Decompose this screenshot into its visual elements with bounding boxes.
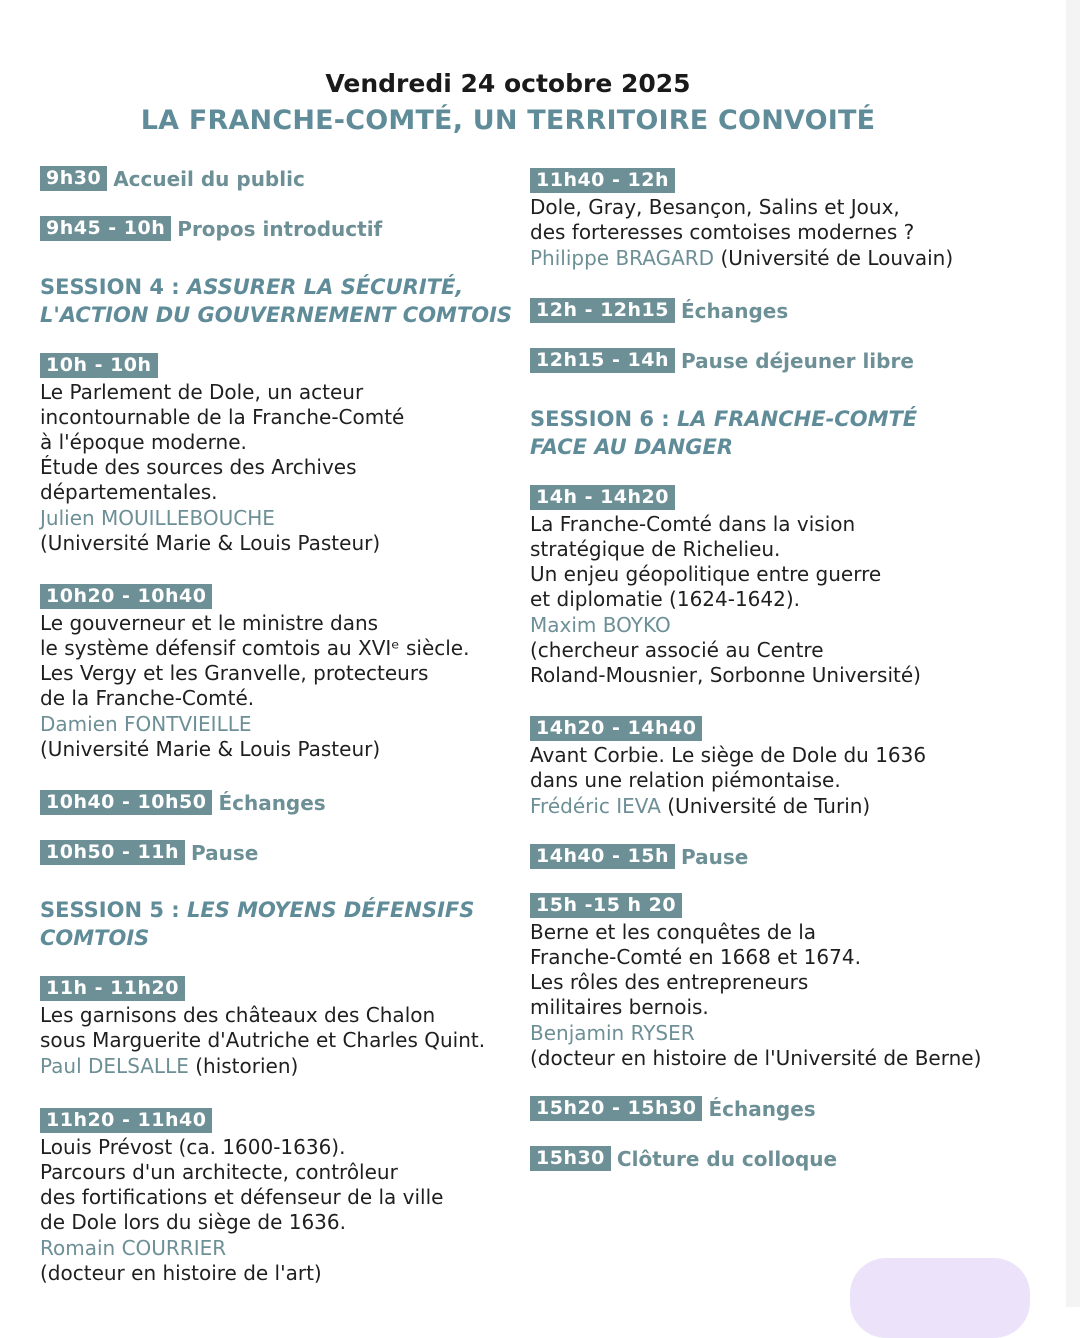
agenda-talk-1 bbox=[40, 353, 404, 556]
time-badge: 15h20 - 15h30 bbox=[530, 1096, 702, 1121]
speaker-name: Frédéric IEVA (Université de Turin) bbox=[530, 794, 871, 818]
item-label: Échanges bbox=[708, 1096, 816, 1121]
agenda-talk-5 bbox=[530, 168, 953, 271]
time-badge: 10h - 10h bbox=[40, 353, 158, 378]
day-title: Vendredi 24 octobre 2025 bbox=[325, 69, 691, 98]
session-4-heading: SESSION 4 : ASSURER LA SÉCURITÉ, L'ACTION DU GOUVERNEMENT COMTOIS bbox=[40, 275, 513, 327]
talk-title: La Franche-Comté dans la vision stratégique de Richelieu. Un enjeu géopolitique entre guerre et diplomatie (1624-1642). bbox=[530, 512, 882, 611]
time-badge: 11h - 11h20 bbox=[40, 976, 185, 1001]
item-label: Pause bbox=[681, 844, 749, 869]
agenda-item-exchange-2 bbox=[530, 1096, 816, 1121]
talk-title: Le Parlement de Dole, un acteur incontournable de la Franche-Comté à l'époque moderne. Étude des sources des Archives départementales. bbox=[40, 380, 405, 504]
agenda-talk-2 bbox=[40, 584, 469, 762]
speaker-name: Julien MOUILLEBOUCHE bbox=[40, 506, 275, 530]
time-badge: 15h -15 h 20 bbox=[530, 893, 682, 918]
time-badge: 11h40 - 12h bbox=[530, 168, 675, 193]
talk-title: Louis Prévost (ca. 1600-1636). Parcours d'un architecte, contrôleur des fortifications et défenseur de la ville de Dole lors du siège de 1636. bbox=[40, 1135, 444, 1234]
speaker-affiliation: (docteur en histoire de l'art) bbox=[40, 1261, 322, 1285]
agenda-item-pause-2 bbox=[530, 844, 748, 869]
time-badge: 10h40 - 10h50 bbox=[40, 790, 212, 815]
agenda-item-exchange bbox=[40, 790, 326, 815]
speaker-affiliation: (Université Marie & Louis Pasteur) bbox=[40, 737, 381, 761]
talk-title: Les garnisons des châteaux des Chalon sous Marguerite d'Autriche et Charles Quint. bbox=[40, 1003, 486, 1052]
agenda-talk-3 bbox=[40, 976, 485, 1079]
item-label: Pause déjeuner libre bbox=[681, 348, 914, 373]
item-label: Échanges bbox=[681, 298, 789, 323]
speaker-name: Damien FONTVIEILLE bbox=[40, 712, 252, 736]
agenda-talk-6 bbox=[530, 485, 921, 688]
talk-title: Avant Corbie. Le siège de Dole du 1636 dans une relation piémontaise. bbox=[530, 743, 927, 792]
talk-title: Le gouverneur et le ministre dans le système défensif comtois au XVIᵉ siècle. Les Vergy et les Granvelle, protecteurs de la Franche-Comté. bbox=[40, 611, 470, 710]
time-badge: 14h40 - 15h bbox=[530, 844, 675, 869]
item-label: Pause bbox=[191, 840, 259, 865]
time-badge: 9h45 - 10h bbox=[40, 216, 171, 241]
agenda-talk-8 bbox=[530, 893, 981, 1071]
session-6-heading: SESSION 6 : LA FRANCHE-COMTÉ FACE AU DANGER bbox=[530, 407, 918, 459]
speaker-name: Paul DELSALLE (historien) bbox=[40, 1054, 299, 1078]
item-label: Échanges bbox=[218, 790, 326, 815]
speaker-name: Benjamin RYSER bbox=[530, 1021, 695, 1045]
time-badge: 12h15 - 14h bbox=[530, 348, 675, 373]
floating-action-button[interactable] bbox=[850, 1258, 1030, 1338]
time-badge: 10h50 - 11h bbox=[40, 840, 185, 865]
time-badge: 10h20 - 10h40 bbox=[40, 584, 212, 609]
agenda-talk-4 bbox=[40, 1108, 443, 1286]
item-label: Clôture du colloque bbox=[616, 1146, 838, 1171]
agenda-item-exchange-1 bbox=[530, 298, 788, 323]
page-header bbox=[0, 66, 1016, 140]
session-5-heading: SESSION 5 : LES MOYENS DÉFENSIFS COMTOIS bbox=[40, 898, 475, 950]
speaker-name: Philippe BRAGARD (Université de Louvain) bbox=[530, 246, 954, 270]
agenda-item-welcome bbox=[40, 166, 305, 191]
day-theme: LA FRANCHE-COMTÉ, UN TERRITOIRE CONVOITÉ bbox=[140, 105, 876, 136]
time-badge: 14h - 14h20 bbox=[530, 485, 675, 510]
time-badge: 11h20 - 11h40 bbox=[40, 1108, 212, 1133]
speaker-name: Romain COURRIER bbox=[40, 1236, 227, 1260]
agenda-item-lunch bbox=[530, 348, 914, 373]
item-label: Propos introductif bbox=[177, 216, 383, 241]
speaker-affiliation: (Université Marie & Louis Pasteur) bbox=[40, 531, 381, 555]
talk-title: Berne et les conquêtes de la Franche-Comté en 1668 et 1674. Les rôles des entrepreneurs militaires bernois. bbox=[530, 920, 861, 1019]
speaker-affiliation: (docteur en histoire de l'Université de Berne) bbox=[530, 1046, 982, 1070]
agenda-talk-7 bbox=[530, 716, 926, 819]
time-badge: 12h - 12h15 bbox=[530, 298, 675, 323]
page-edge bbox=[1066, 0, 1080, 1307]
item-label: Accueil du public bbox=[113, 166, 305, 191]
time-badge: 14h20 - 14h40 bbox=[530, 716, 702, 741]
agenda-item-intro bbox=[40, 216, 382, 241]
talk-title: Dole, Gray, Besançon, Salins et Joux, des forteresses comtoises modernes ? bbox=[530, 195, 915, 244]
time-badge: 15h30 bbox=[530, 1146, 611, 1171]
agenda-item-closing bbox=[530, 1146, 837, 1171]
speaker-affiliation: (chercheur associé au Centre Roland-Mousnier, Sorbonne Université) bbox=[530, 638, 921, 687]
speaker-name: Maxim BOYKO bbox=[530, 613, 671, 637]
time-badge: 9h30 bbox=[40, 166, 107, 191]
agenda-item-pause bbox=[40, 840, 258, 865]
